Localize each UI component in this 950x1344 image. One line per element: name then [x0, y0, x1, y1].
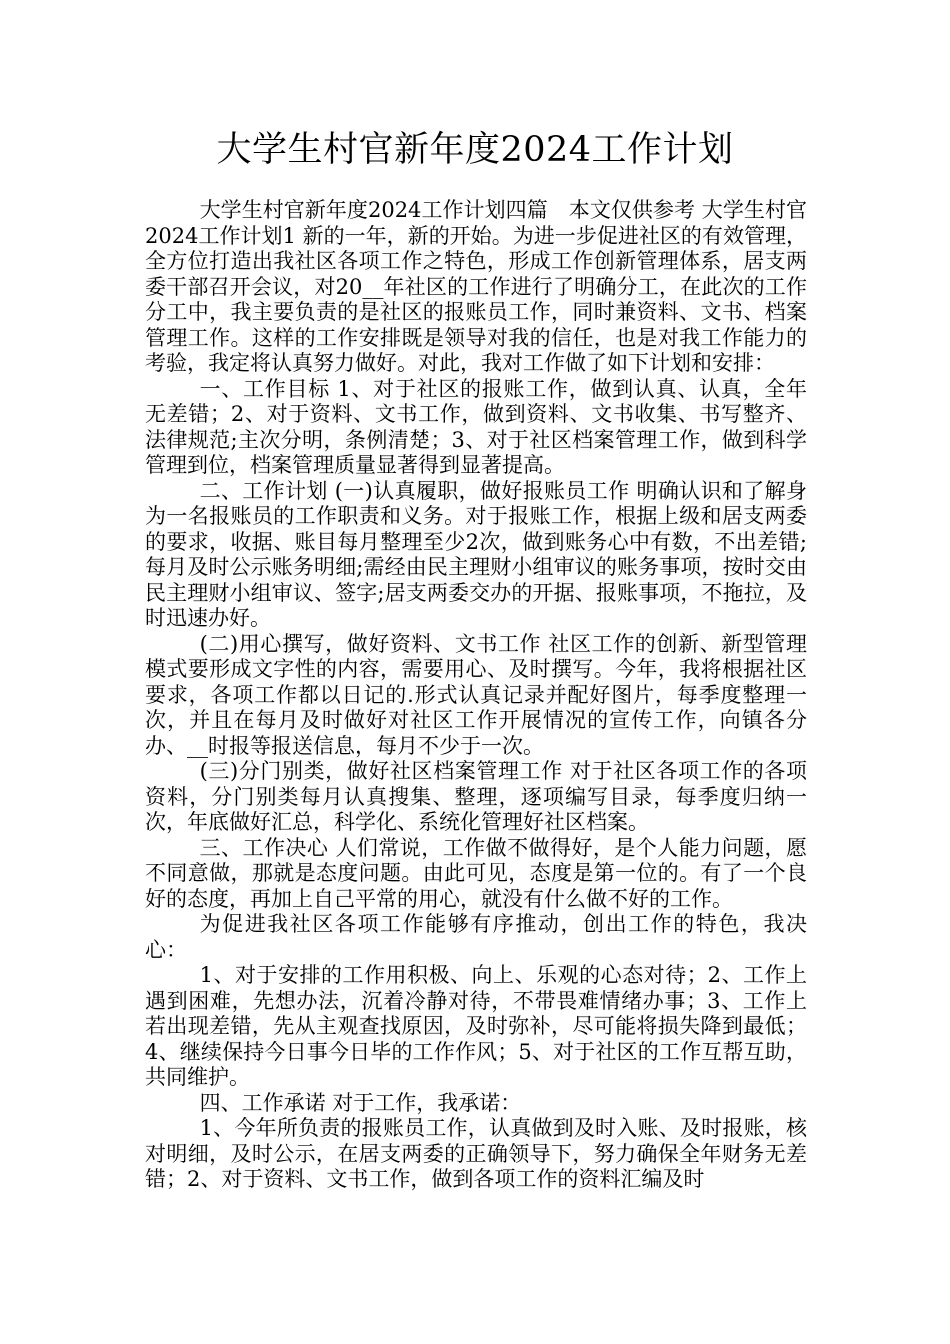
paragraph-goals: 一、工作目标 1、对于社区的报账工作，做到认真、认真，全年无差错；2、对于资料、文书工作，做到资料、文书收集、书写整齐、法律规范;主次分明，条例清楚；3、对于社区档案管理工作，做到科学管理到位，档案管理质量显著得到显著提高。	[145, 376, 807, 477]
paragraph-intro: 大学生村官新年度2024工作计划四篇 本文仅供参考 大学生村官2024工作计划1 新的一年，新的开始。为进一步促进社区的有效管理，全方位打造出我社区各项工作之特色，形成工作创新管理体系，居支两委干部召开会议，对20__年社区的工作进行了明确分工，在此次的工作分工中，我主要负责的是社区的报账员工作，同时兼资料、文书、档案管理工作。这样的工作安排既是领导对我的信任，也是对我工作能力的考验，我定将认真努力做好。对此，我对工作做了如下计划和安排：	[145, 198, 807, 375]
paragraph-resolve-intro: 为促进我社区各项工作能够有序推动，创出工作的特色，我决心：	[145, 912, 807, 962]
paragraph-resolve-list: 1、对于安排的工作用积极、向上、乐观的心态对待；2、工作上遇到困难，先想办法，沉着冷静对待，不带畏难情绪办事；3、工作上若出现差错，先从主观查找原因，及时弥补，尽可能将损失降到最低；4、继续保持今日事今日毕的工作作风；5、对于社区的工作互帮互助，共同维护。	[145, 963, 807, 1089]
paragraph-resolve: 三、工作决心 人们常说，工作做不做得好，是个人能力问题，愿不同意做，那就是态度问题。由此可见，态度是第一位的。有了一个良好的态度，再加上自己平常的用心，就没有什么做不好的工作。	[145, 835, 807, 911]
paragraph-commitment-list: 1、今年所负责的报账员工作，认真做到及时入账、及时报账，核对明细，及时公示，在居支两委的正确领导下，努力确保全年财务无差错；2、对于资料、文书工作，做到各项工作的资料汇编及时	[145, 1116, 807, 1191]
paragraph-plan-3: (三)分门别类，做好社区档案管理工作 对于社区各项工作的各项资料，分门别类每月认真搜集、整理，逐项编写目录，每季度归纳一次，年底做好汇总，科学化、系统化管理好社区档案。	[145, 759, 807, 834]
document-body	[145, 198, 807, 1193]
paragraph-plan-2: (二)用心撰写，做好资料、文书工作 社区工作的创新、新型管理模式要形成文字性的内容，需要用心、及时撰写。今年，我将根据社区要求，各项工作都以日记的.形式认真记录并配好图片，每季度整理一次，并且在每月及时做好对社区工作开展情况的宣传工作，向镇各分办、__时报等报送信息，每月不少于一次。	[145, 631, 807, 758]
document-title: 大学生村官新年度2024工作计划	[216, 130, 734, 170]
paragraph-plan-1: 二、工作计划 (一)认真履职，做好报账员工作 明确认识和了解身为一名报账员的工作职责和义务。对于报账工作，根据上级和居支两委的要求，收据、账目每月整理至少2次，做到账务心中有数，不出差错;每月及时公示账务明细;需经由民主理财小组审议的账务事项，按时交由民主理财小组审议、签字;居支两委交办的开据、报账事项，不拖拉，及时迅速办好。	[145, 478, 807, 630]
paragraph-commitment: 四、工作承诺 对于工作，我承诺：	[199, 1090, 522, 1115]
